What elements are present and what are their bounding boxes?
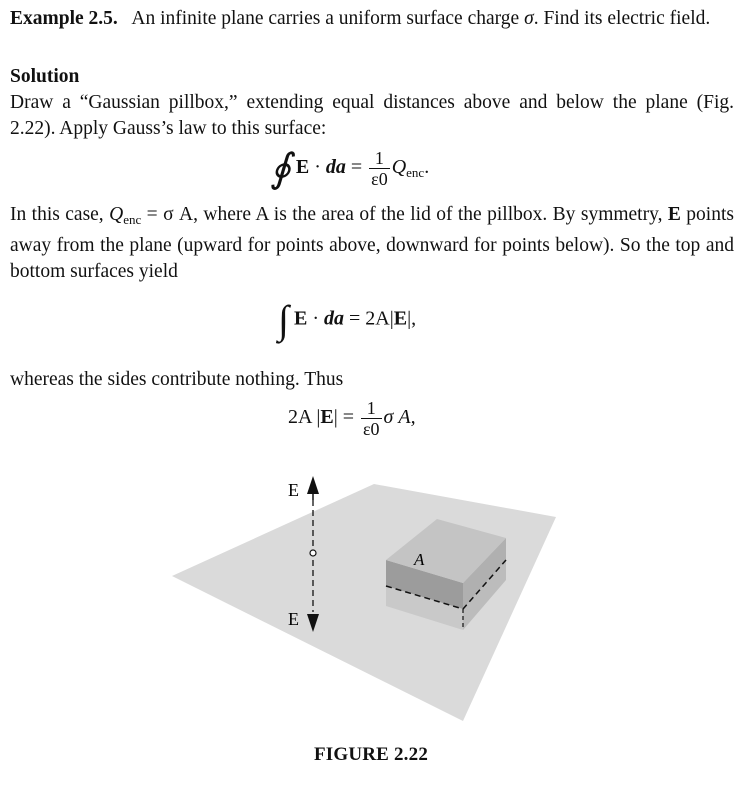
- para2-Q: Q: [109, 204, 124, 225]
- eq-res-lhs-a: 2A |: [288, 406, 321, 429]
- label-E-bottom: E: [288, 609, 299, 629]
- charged-plane: [172, 484, 556, 721]
- label-E-top: E: [288, 480, 299, 500]
- solution-paragraph-1: Draw a “Gaussian pillbox,” extending equal distances above and below the plane (Fig. 2.22). Apply Gauss’s law to this surface:: [10, 92, 734, 139]
- eq-gauss-numerator: 1: [369, 148, 390, 169]
- eq-surf-dot: ·: [307, 307, 324, 330]
- eq-surf-rhs: = 2A|: [343, 307, 394, 330]
- eq-res-rhs: σ A,: [383, 406, 416, 429]
- eq-gauss-denominator: ε0: [371, 169, 388, 189]
- eq-gauss-period: .: [424, 156, 430, 179]
- eq-surf-E: E: [293, 307, 308, 330]
- eq-res-numerator: 1: [361, 398, 382, 419]
- eq-res-lhs-b: | =: [333, 406, 359, 429]
- eq-gauss-E: E: [295, 156, 310, 179]
- eq-surf-da: da: [323, 307, 344, 330]
- solution-heading: Solution: [10, 66, 80, 87]
- para2-text-a: In this case,: [10, 204, 110, 225]
- example-text-a: An infinite plane carries a uniform surface charge: [131, 8, 525, 29]
- eq-gauss-equals: =: [345, 156, 368, 179]
- example-label: Example 2.5.: [10, 8, 118, 29]
- para2-E: E: [667, 204, 681, 225]
- eq-surf-E2: E: [393, 307, 408, 330]
- arrow-up-icon: [307, 476, 319, 494]
- label-A: A: [414, 550, 425, 569]
- closed-integral-icon: ∮: [270, 145, 291, 191]
- eq-gauss-dot: ·: [309, 156, 326, 179]
- figure-caption: FIGURE 2.22: [313, 744, 429, 765]
- charge-point-icon: [310, 550, 316, 556]
- para2-text-c: points away from the plane (upward for points above, downward for points below). So the top and bottom surfaces yield: [10, 204, 734, 282]
- eq-surf-end: |,: [407, 307, 417, 330]
- sigma-symbol: σ: [524, 8, 534, 29]
- integral-icon: ∫: [278, 297, 289, 342]
- para2-text-b: = σ A, where A is the area of the lid of the pillbox. By symmetry,: [141, 204, 668, 225]
- example-text-b: . Find its electric field.: [533, 8, 711, 29]
- eq-gauss-enc: enc: [406, 165, 425, 181]
- eq-gauss-Q: Q: [391, 156, 407, 179]
- eq-res-E: E: [320, 406, 334, 429]
- eq-gauss-da: da: [325, 156, 346, 179]
- eq-res-denominator: ε0: [362, 419, 380, 439]
- solution-paragraph-3: whereas the sides contribute nothing. Thus: [10, 369, 344, 390]
- para2-enc: enc: [123, 212, 142, 227]
